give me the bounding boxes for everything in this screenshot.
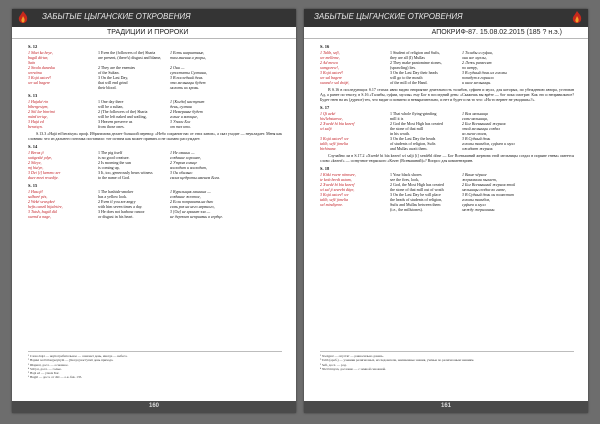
verse-original: 3 Hajá ed beratsyn. [28,119,44,129]
footnote: ⁴ Nízí birnyan, дословно — с земной сеножной. [320,366,386,371]
section-group [320,166,574,212]
verse-russian: 2 Если поправить на дню семь раз на него нервного, [170,199,215,209]
verse-original: 2 Weké sewsykeé hefts canzil bijaletire, [28,199,63,209]
footnote: ³ Sefí, досл. — род. [320,362,347,367]
section-group [320,105,574,151]
verse-section-label: S. 17 [320,105,330,110]
verse-russian: 1 Не свиньи — создание хорошее, [170,150,202,160]
verse-section-label: S. 13 [28,93,38,98]
verse-original: 3 Kojá astoré! we talíb, sefí/ jimelia xel mindiyene. [320,192,349,207]
footnote: ² Talib (араб.) — ученики религиозных, исследователи, неизменные знания, учёные по религиозным знаниям. [320,358,475,363]
verse-russian: 1 Вся мельница семь-мельница, [462,111,488,121]
left-page [12,9,296,413]
verse-english: 1 That whole flying-grinding mill it is [390,111,437,121]
page-header [12,9,296,27]
verse-english: 1 Your black shores see the fires, look, [390,172,422,182]
page-number: 160 [148,403,159,409]
section-title: АПОКРИФ-87. 15.08.02.2015 (185 ? н.э.) [431,29,562,36]
section-title-bar [304,28,588,39]
section-title-bar [12,28,296,39]
verse-russian: 1 Толибы и суфии, они все муллы, [462,50,493,60]
page-number: 161 [440,403,451,409]
verse-russian: 2 Утром солнце восходит и восходит, [170,160,207,170]
verse-original: 1 Hajaké rin bibergestym, [28,99,49,109]
verse-original: 3 Tutsh, bugúl dùl xwend a nage, [28,209,57,219]
verse-original: 1 Kítkí rwere nímrure, te ketà berdt axtam, [320,172,356,182]
verse-russian: 2 Немерянье будет голые и воющие, [170,109,203,119]
verse-english: 2 God the Most High has created the stone of that mill in his wrath. [390,121,443,136]
verse-section-label: S. 18 [320,166,330,171]
page-content [28,41,282,219]
verse-original: 1 Beraz jí xatigeské ydye, [28,150,53,160]
verse-section-label: S. 14 [28,144,38,149]
verse-english: 1 The hashish-smoker has a yellow look. [98,189,134,199]
verse-original: 1 Siket ka heye, bugúl dírtar, Saín [28,50,53,65]
section-group [320,44,574,85]
section-group [28,144,282,219]
verse-russian: 3 В Судный день он поместит головы талибов, суфиев и мулл между жерновами. [462,192,514,212]
section-group [28,44,282,129]
footnote: ⁴ Siil jar, досл. — голые. [28,366,62,371]
verse-section-label: S. 16 [320,44,330,49]
verse-english: 2 Even if you are angry with him seven times a day. [98,199,143,209]
page-footer [304,401,588,413]
verse-table [28,189,282,219]
verse-russian: 2 Они — супостаты Султана, [170,65,207,75]
verse-table [320,172,574,212]
footnote: ⁵ Hajá ed — упаси Бог. [28,371,60,376]
header-title: ЗАБЫТЫЕ ЦЫГАНСКИЕ ОТКРОВЕНИЯ [42,12,191,21]
footnotes [320,351,574,371]
verse-table [320,50,574,85]
commentary-paragraph: Случайно ли в S.17.2 «Xwedé bi bía kezerf wí salji [i] xezdébl dóne — Бог Всевышний жернова этой мельницы создал в порыве гнева» имеется слово «kezerf» — созвучное тюркского «Kezer (Всевышний)»? Вопрос для комментариев. [320,153,574,163]
page-content [320,41,574,212]
verse-original: 3 Kojá astoré! we sal bagere [28,75,52,85]
verse-english: 2 They are the enemies of the Sultan. [98,65,136,75]
verse-russian: 1 [Когда] наступит день, султан [170,99,205,109]
verse-section-label: S. 12 [28,44,38,49]
verse-english: 3 On the Last Day their heads will go to the mouth of the mill of the Hand. [390,70,438,85]
footnotes [28,351,282,380]
verse-table [28,50,282,90]
verse-russian: 3 В Судный день головы талибов, суфиев и мулл ожидает жернов. [462,136,515,151]
verse-russian: 3 Он обильно своих щедроты именем Бога. [170,170,221,180]
verse-russian: 3 [Он] не хранит зла — не держит неприязнь в сердце. [170,209,224,219]
verse-english: 1 Even the (followers of the) Sharia are present, (there's) disgust and blame, [98,50,162,60]
verse-table [320,111,574,151]
verse-english: 1 Student of religion and Sufis, they are all (I) Mullas [390,50,440,60]
verse-russian: 2 Бог Всевышний жернов этой мельницы создал во гневе своем, [462,121,506,136]
verse-russian: 2 Лежь развесят по ветру, [462,60,492,70]
verse-table [28,150,282,180]
verse-original: 1 Qì aeké his/lebstanwe, [320,111,343,121]
verse-russian: 3 В последний день это мельницы будет молоть их кровь. [170,75,206,90]
footnote: ⁶ Bugúl — досл. от dírt — о.к. fuk. 135. [28,375,83,380]
right-page [304,9,588,413]
footnote: ² Hajaké wel bibergezynym — [Когда] наступит день прихода. [28,358,114,363]
verse-english: 2 Is morning the sun is coming up, [98,160,131,170]
page-header [304,9,588,27]
verse-original: 1 Talib, sefí, we melleme, [320,50,340,60]
commentary-paragraph: S.13.3 «Hajá ed beratsyn» проф. Ибрагимова делает большой перевод: «Небо сохранит нас от этих ханов», а сказ уходит — неукладает. Меня как словник: что из дальнего потомка поставило: тот истина как может принять и не сказано рассуждает. [28,131,282,141]
flame-emblem-icon [570,10,584,26]
verse-original: 3 Kojá astoré! we talíb, sefí/ jimelia birhinane. [320,136,349,151]
verse-original: 2 Siil lar binrìmi múrd teriqe, [28,109,55,119]
section-title: ТРАДИЦИИ И ПРОРОКИ [107,29,189,36]
verse-original: 3 Dei [i] kemmo xer duee mezi rexedtje. [28,170,61,180]
flame-emblem-icon [16,10,30,26]
verse-russian: 3 В судный день их головы попадут в горнило и иное мельницы. [462,70,507,85]
verse-english: 3 On the Last Day the heads of students of religion, Sufis and Mullas await them. [390,136,436,151]
verse-original: 2 Ad mewa xamgorew!, [320,60,339,70]
verse-english: 2 They make pantomime stones, (sprawling) lies. [390,60,442,70]
verse-russian: 3 Упаси Бог от тех кто. [170,119,191,129]
footnote: ³ Шариат, досл. — основное. [28,362,69,367]
verse-original: 3 Kojá astoré! we sal bagere xwand e sal drájé, [320,70,350,85]
verse-original: 2 Xwedé hí bía kezerf wí salji [320,121,355,131]
verse-english: 3 He does not harbour rancor or disgust in his heart. [98,209,145,219]
verse-english: 2 God, the Most High has created the stone of that mill out of wrath [390,182,444,192]
verse-original: 2 Sirala dunesku werzitnu [28,65,55,75]
verse-english: 1 The pig itself is no good creature. [98,150,130,160]
commentary-paragraph: В S.16 в последующих S.17 стихах явно видно неприятие деятельность толибов, суфиев и мулл, для которых, по убеждению автора, уготован Ад, а ранее по тексту, в S.16 «Талибы, суфии, муллы» ему Бог в последний день: «Скажешь вы врёте — бог пока смотрит. Как это и неправильное? Будет гнев на их (дурное) тех, что видят и понятно и невыразительно, и нет и будет и на то что: «На то вернет не увидишь»?». [320,87,574,102]
verse-original: 2 Xwedé bí bía kezerf wí sal ji sezrebt dàye, [320,182,355,192]
verse-english: 3 On the Last Day he will place the heads of students of religion, Sufis and Mullas between them (i.e., the millstones). [390,192,443,212]
verse-english: 2 (The followers of the) Sharia will be left naked and wailing, [98,109,148,119]
footnote: ¹ Xwégeré — опустят — равносильно домазь. [320,354,384,358]
footnote: ¹ Слово hajá — неупотребительное — означает день, иногда — небеса. [28,354,128,358]
page-footer [12,401,296,413]
verse-russian: 1 Есть шариатные, там мнения и укоры, [170,50,206,60]
header-title: ЗАБЫТЫЕ ЦЫГАНСКИЕ ОТКРОВЕНИЯ [314,12,463,21]
verse-original: 1 Hasoji! salbaré pès, [28,189,48,199]
verse-table [28,99,282,129]
verse-russian: 1 Ваше чёрное жерновами пылает, [462,172,497,182]
verse-russian: 2 Бог Всевышний жернов этой мельницы создал во гневе, [462,182,516,192]
verse-russian: 1 Курильщик гашиша — создание желтое, [170,189,211,199]
verse-english: 3 It, too, generously bears witness to the name of God. [98,170,153,180]
verse-english: 3 Heaven preserve us from those ones. [98,119,133,129]
verse-original: 2 Sileye, mj hiz/ye, [28,160,44,170]
verse-english: 1 One day there will be a sultan, [98,99,124,109]
verse-section-label: S. 15 [28,183,38,188]
verse-english: 3 On the Last Day, that will end grind their blood. [98,75,129,90]
